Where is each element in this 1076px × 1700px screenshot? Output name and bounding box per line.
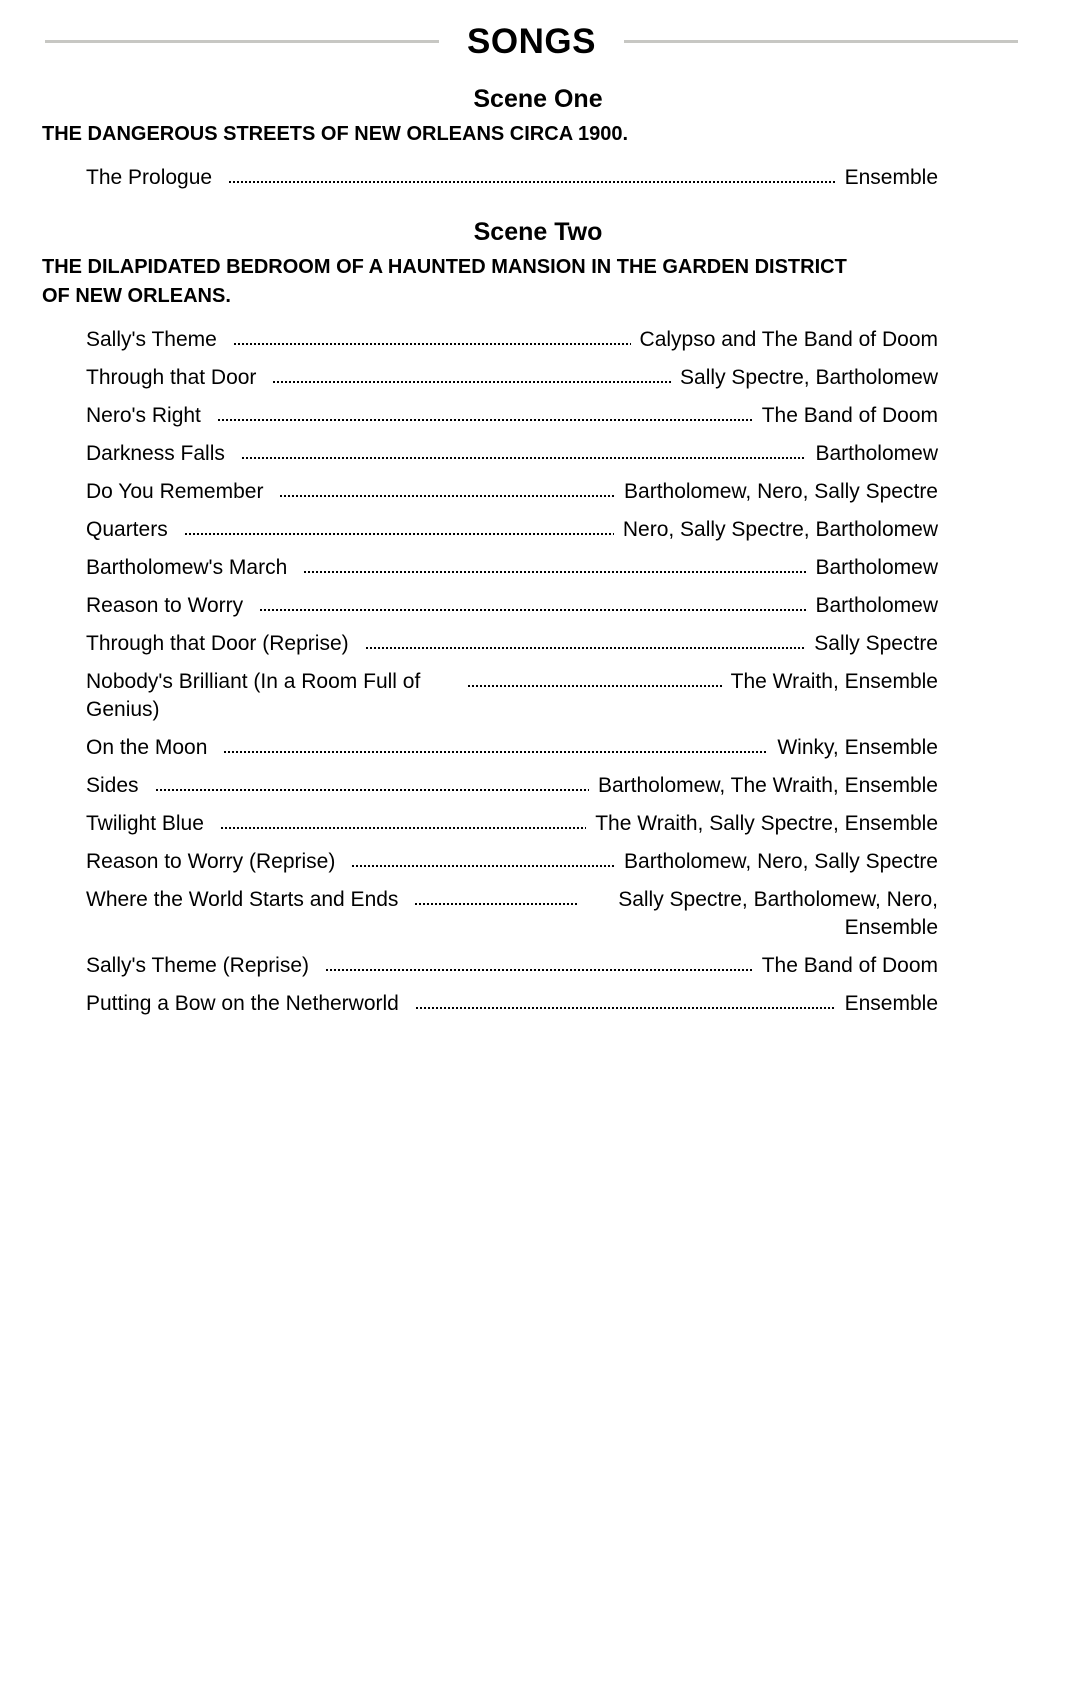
song-row <box>86 554 938 582</box>
dotted-leader <box>229 164 836 192</box>
song-title: Sally's Theme (Reprise) <box>86 954 310 977</box>
header-rule-left <box>45 40 439 43</box>
song-performers: Winky, Ensemble <box>777 736 938 759</box>
song-performers: Nero, Sally Spectre, Bartholomew <box>622 518 938 541</box>
song-row <box>86 886 938 942</box>
song-performers: Bartholomew, Nero, Sally Spectre <box>624 850 938 873</box>
song-title: Nobody's Brilliant (In a Room Full of Genius) <box>86 670 421 721</box>
song-title: Nero's Right <box>86 404 201 427</box>
song-performers: The Band of Doom <box>761 404 938 427</box>
dotted-leader <box>218 402 753 430</box>
song-row <box>86 952 938 980</box>
song-row <box>86 326 938 354</box>
song-row <box>86 164 938 192</box>
song-performers: Calypso and The Band of Doom <box>639 328 938 351</box>
song-row <box>86 592 938 620</box>
page-title: SONGS <box>467 22 596 61</box>
song-title: Quarters <box>86 518 168 541</box>
song-row <box>86 990 938 1018</box>
dotted-leader <box>156 772 589 800</box>
scene-heading: Scene Two <box>473 218 603 246</box>
dotted-leader <box>366 630 806 658</box>
dotted-leader <box>242 440 807 468</box>
dotted-leader <box>416 990 836 1018</box>
dotted-leader <box>185 516 614 544</box>
song-row <box>86 668 938 724</box>
song-performers: The Wraith, Ensemble <box>730 670 938 693</box>
song-row <box>86 402 938 430</box>
song-title: Sides <box>86 774 139 797</box>
scene-description: THE DILAPIDATED BEDROOM OF A HAUNTED MANSION IN THE GARDEN DISTRICT OF NEW ORLEANS. <box>42 256 847 307</box>
song-performers: Ensemble <box>844 992 938 1015</box>
dotted-leader <box>273 364 671 392</box>
song-row <box>86 734 938 762</box>
song-title: Reason to Worry (Reprise) <box>86 850 336 873</box>
song-title: Bartholomew's March <box>86 556 288 579</box>
song-performers: Ensemble <box>844 166 938 189</box>
song-row <box>86 810 938 838</box>
song-performers: Bartholomew, Nero, Sally Spectre <box>624 480 938 503</box>
song-title: Sally's Theme <box>86 328 217 351</box>
dotted-leader <box>260 592 806 620</box>
dotted-leader <box>352 848 615 876</box>
song-row <box>86 440 938 468</box>
song-title: Through that Door <box>86 366 257 389</box>
song-performers: Sally Spectre, Bartholomew, Nero, Ensemble <box>618 888 938 939</box>
song-list <box>0 164 1076 192</box>
song-title: The Prologue <box>86 166 213 189</box>
dotted-leader <box>234 326 631 354</box>
song-row <box>86 516 938 544</box>
song-title: Reason to Worry <box>86 594 244 617</box>
song-title: On the Moon <box>86 736 208 759</box>
song-performers: Bartholomew <box>815 442 938 465</box>
song-performers: The Wraith, Sally Spectre, Ensemble <box>595 812 938 835</box>
scene-description: THE DANGEROUS STREETS OF NEW ORLEANS CIRCA 1900. <box>42 123 628 145</box>
dotted-leader <box>415 886 579 914</box>
song-performers: The Band of Doom <box>761 954 938 977</box>
scene-heading: Scene One <box>473 85 603 113</box>
song-performers: Bartholomew, The Wraith, Ensemble <box>597 774 938 797</box>
dotted-leader <box>304 554 806 582</box>
song-performers: Sally Spectre <box>814 632 938 655</box>
song-row <box>86 848 938 876</box>
song-title: Where the World Starts and Ends <box>86 888 399 911</box>
song-title: Twilight Blue <box>86 812 204 835</box>
song-title: Putting a Bow on the Netherworld <box>86 992 399 1015</box>
dotted-leader <box>468 668 722 696</box>
scene-section <box>0 218 1076 1018</box>
scene-section <box>0 85 1076 192</box>
song-row <box>86 772 938 800</box>
song-title: Through that Door (Reprise) <box>86 632 349 655</box>
song-title: Darkness Falls <box>86 442 225 465</box>
song-title: Do You Remember <box>86 480 264 503</box>
dotted-leader <box>221 810 586 838</box>
song-performers: Bartholomew <box>815 556 938 579</box>
song-performers: Bartholomew <box>815 594 938 617</box>
song-performers: Sally Spectre, Bartholomew <box>680 366 938 389</box>
dotted-leader <box>326 952 753 980</box>
header-rule-right <box>624 40 1018 43</box>
song-row <box>86 630 938 658</box>
songs-header <box>0 0 1076 59</box>
dotted-leader <box>224 734 768 762</box>
song-row <box>86 478 938 506</box>
scene-list <box>0 85 1076 1018</box>
song-row <box>86 364 938 392</box>
song-list <box>0 326 1076 1018</box>
dotted-leader <box>280 478 615 506</box>
